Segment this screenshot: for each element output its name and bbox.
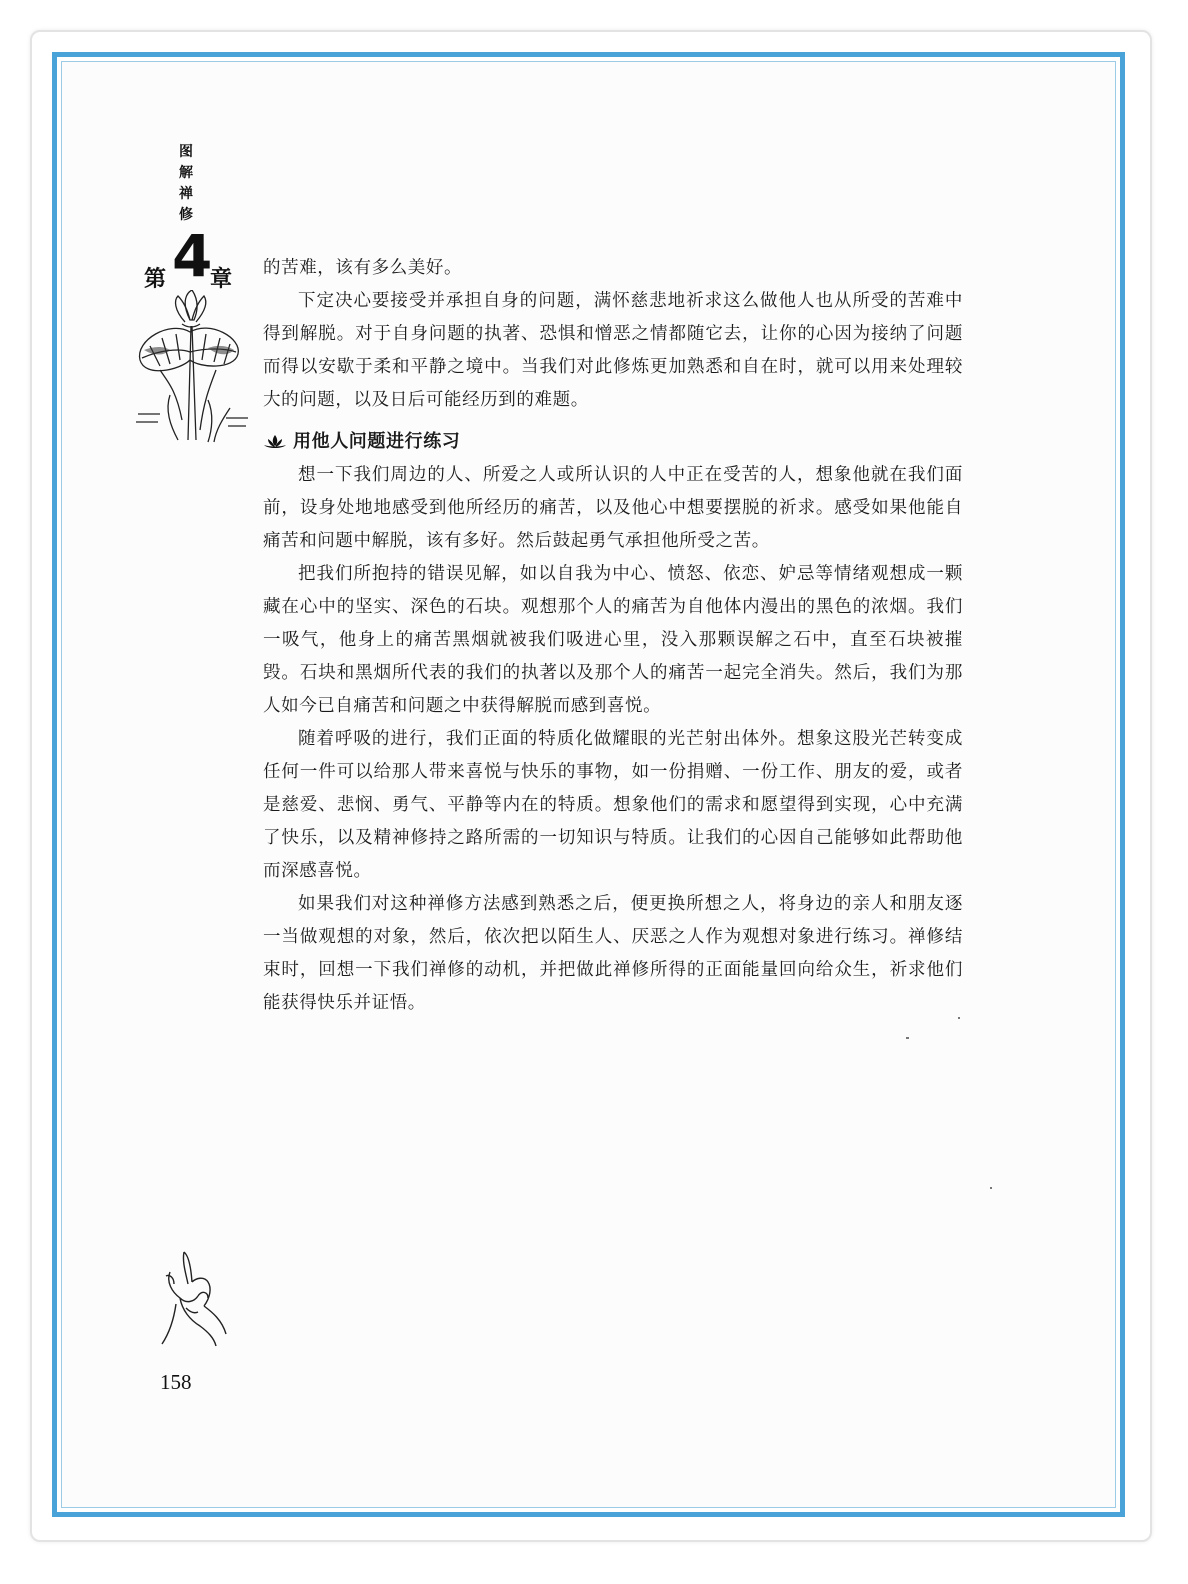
body-text (263, 252, 963, 1020)
paragraph: 随着呼吸的进行，我们正面的特质化做耀眼的光芒射出体外。想象这股光芒转变成任何一件可以给那人带来喜悦与快乐的事物，如一份捐赠、一份工作、朋友的爱，或者是慈爱、悲悯、勇气、平静等内在的特质。想象他们的需求和愿望得到实现，心中充满了快乐，以及精神修持之路所需的一切知识与特质。让我们的心因自己能够如此帮助他而深感喜悦。 (263, 729, 963, 881)
scan-speck (990, 1187, 992, 1189)
running-head-char: 修 (179, 207, 193, 223)
running-head-char: 禅 (179, 186, 193, 202)
chapter-suffix: 章 (210, 267, 233, 292)
chapter-prefix: 第 (144, 267, 167, 292)
paragraph: 下定决心要接受并承担自身的问题，满怀慈悲地祈求这么做他人也从所受的苦难中得到解脱。对于自身问题的执著、恐惧和憎恶之情都随它去，让你的心因为接纳了问题而得以安歇于柔和平静之境中。当我们对此修炼更加熟悉和自在时，就可以用来处理较大的问题，以及日后可能经历到的难题。 (263, 291, 963, 410)
section-heading (263, 425, 963, 459)
paragraph: 如果我们对这种禅修方法感到熟悉之后，便更换所想之人，将身边的亲人和朋友逐一当做观想的对象，然后，依次把以陌生人、厌恶之人作为观想对象进行练习。禅修结束时，回想一下我们禅修的动机，并把做此禅修所得的正面能量回向给众生，祈求他们能获得快乐并证悟。 (263, 894, 963, 1013)
mudra-hand-illustration (156, 1248, 236, 1348)
running-head-char: 解 (179, 165, 193, 181)
lotus-illustration (130, 290, 250, 445)
paragraph: 想一下我们周边的人、所爱之人或所认识的人中正在受苦的人，想象他就在我们面前，设身处地地感受到他所经历的痛苦，以及他心中想要摆脱的祈求。感受如果他能自痛苦和问题中解脱，该有多好。然后鼓起勇气承担他所受之苦。 (263, 465, 963, 551)
scan-speck (906, 1037, 909, 1039)
scan-speck (958, 1017, 960, 1019)
running-head-book-title (175, 142, 197, 226)
section-heading-text: 用他人问题进行练习 (293, 431, 461, 452)
running-head-char: 图 (179, 144, 193, 160)
paragraph-continuation: 的苦难，该有多么美好。 (263, 258, 463, 278)
page-number: 158 (160, 1370, 192, 1394)
paragraph: 把我们所抱持的错误见解，如以自我为中心、愤怒、依恋、妒忌等情绪观想成一颗藏在心中的坚实、深色的石块。观想那个人的痛苦为自他体内漫出的黑色的浓烟。我们一吸气，他身上的痛苦黑烟就被我们吸进心里，没入那颗误解之石中，直至石块被摧毁。石块和黑烟所代表的我们的执著以及那个人的痛苦一起完全消失。然后，我们为那人如今已自痛苦和问题之中获得解脱而感到喜悦。 (263, 564, 963, 716)
lotus-bullet-icon (263, 434, 287, 450)
chapter-number: 4 (172, 222, 213, 290)
